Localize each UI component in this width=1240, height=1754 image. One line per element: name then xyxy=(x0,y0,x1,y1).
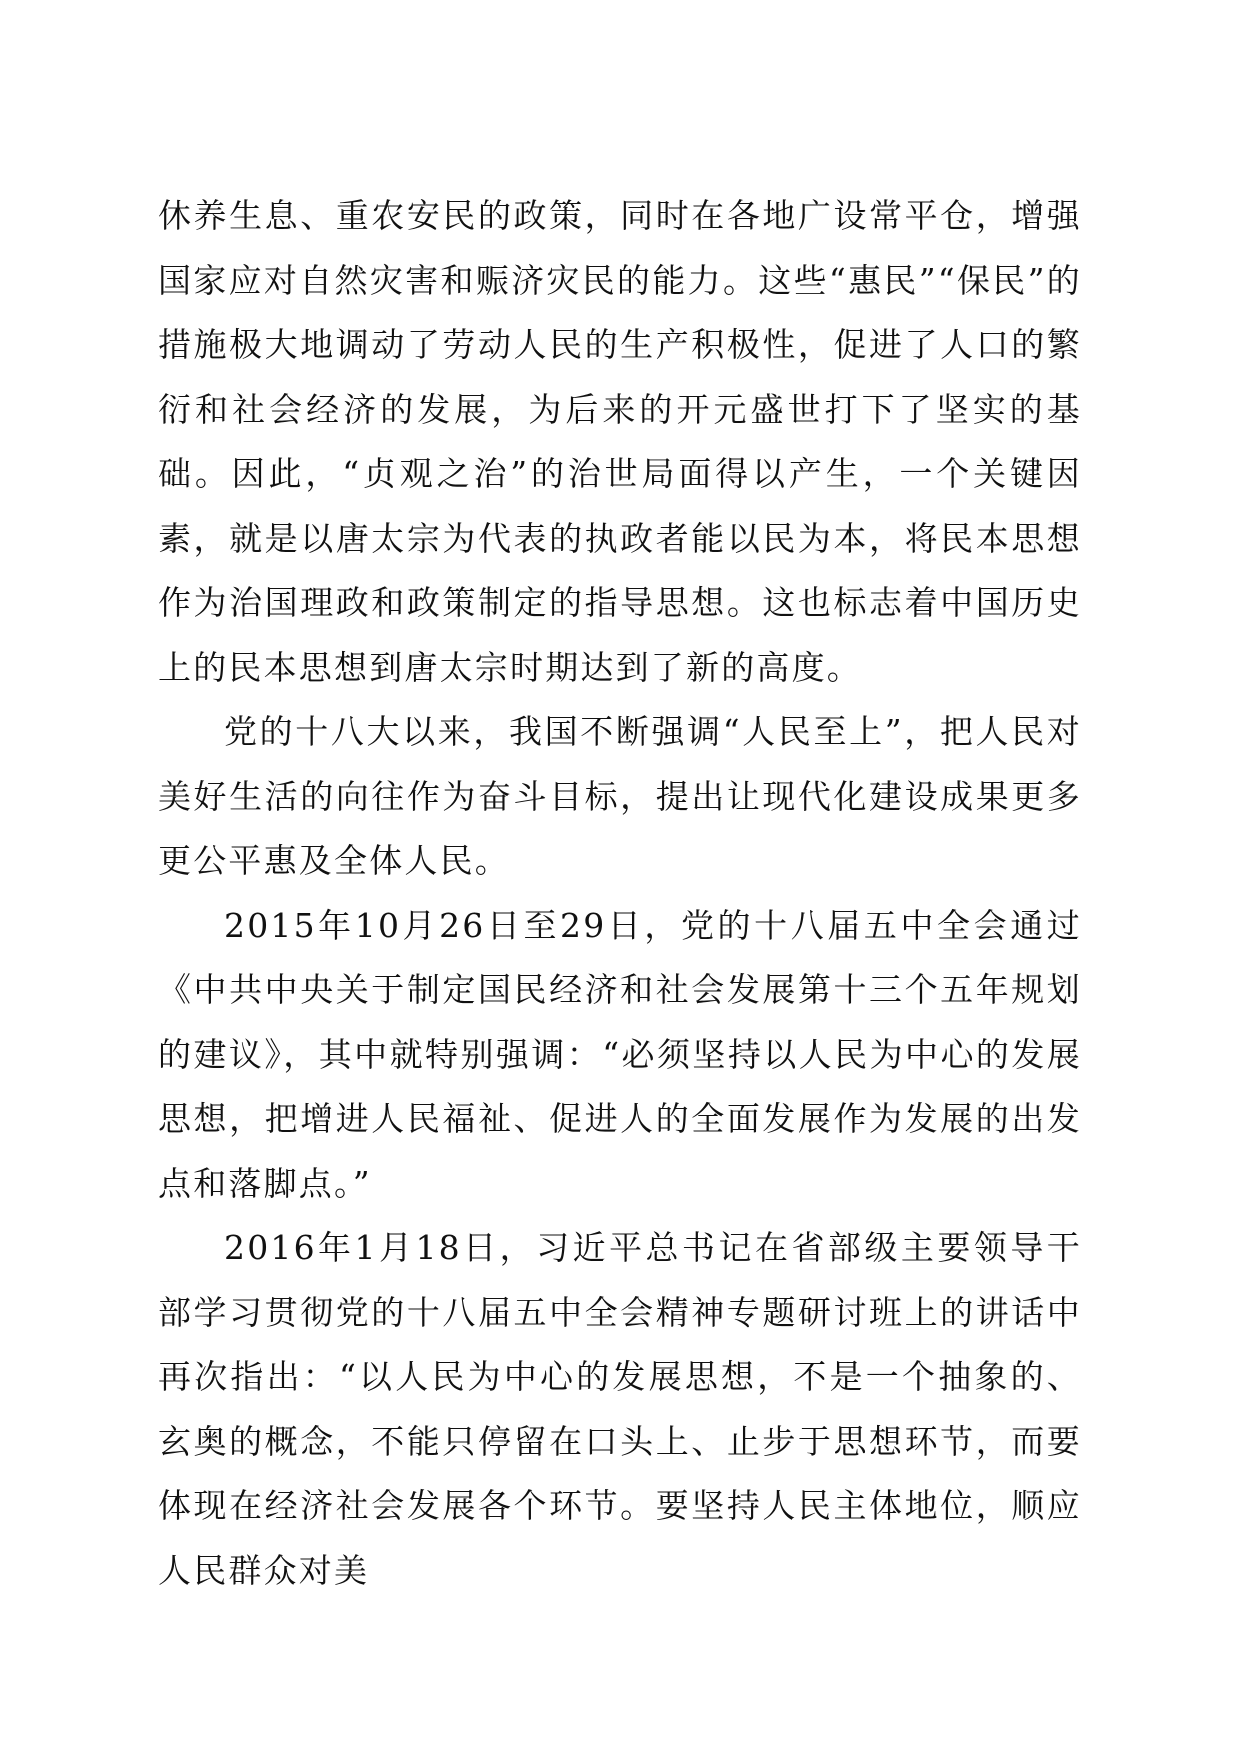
document-body xyxy=(158,184,1082,1603)
paragraph-4: 2016年1月18日，习近平总书记在省部级主要领导干部学习贯彻党的十八届五中全会精神专题研讨班上的讲话中再次指出：“以人民为中心的发展思想，不是一个抽象的、玄奥的概念，不能只停留在口头上、止步于思想环节，而要体现在经济社会发展各个环节。要坚持人民主体地位，顺应人民群众对美 xyxy=(158,1228,1082,1590)
paragraph-1: 休养生息、重农安民的政策，同时在各地广设常平仓，增强国家应对自然灾害和赈济灾民的能力。这些“惠民”“保民”的措施极大地调动了劳动人民的生产积极性，促进了人口的繁衍和社会经济的发展，为后来的开元盛世打下了坚实的基础。因此，“贞观之治”的治世局面得以产生，一个关键因素，就是以唐太宗为代表的执政者能以民为本，将民本思想作为治国理政和政策制定的指导思想。这也标志着中国历史上的民本思想到唐太宗时期达到了新的高度。 xyxy=(158,196,1082,687)
paragraph-3: 2015年10月26日至29日，党的十八届五中全会通过《中共中央关于制定国民经济和社会发展第十三个五年规划的建议》，其中就特别强调：“必须坚持以人民为中心的发展思想，把增进人民福祉、促进人的全面发展作为发展的出发点和落脚点。” xyxy=(158,905,1082,1203)
paragraph-2: 党的十八大以来，我国不断强调“人民至上”，把人民对美好生活的向往作为奋斗目标，提出让现代化建设成果更多更公平惠及全体人民。 xyxy=(158,712,1082,880)
